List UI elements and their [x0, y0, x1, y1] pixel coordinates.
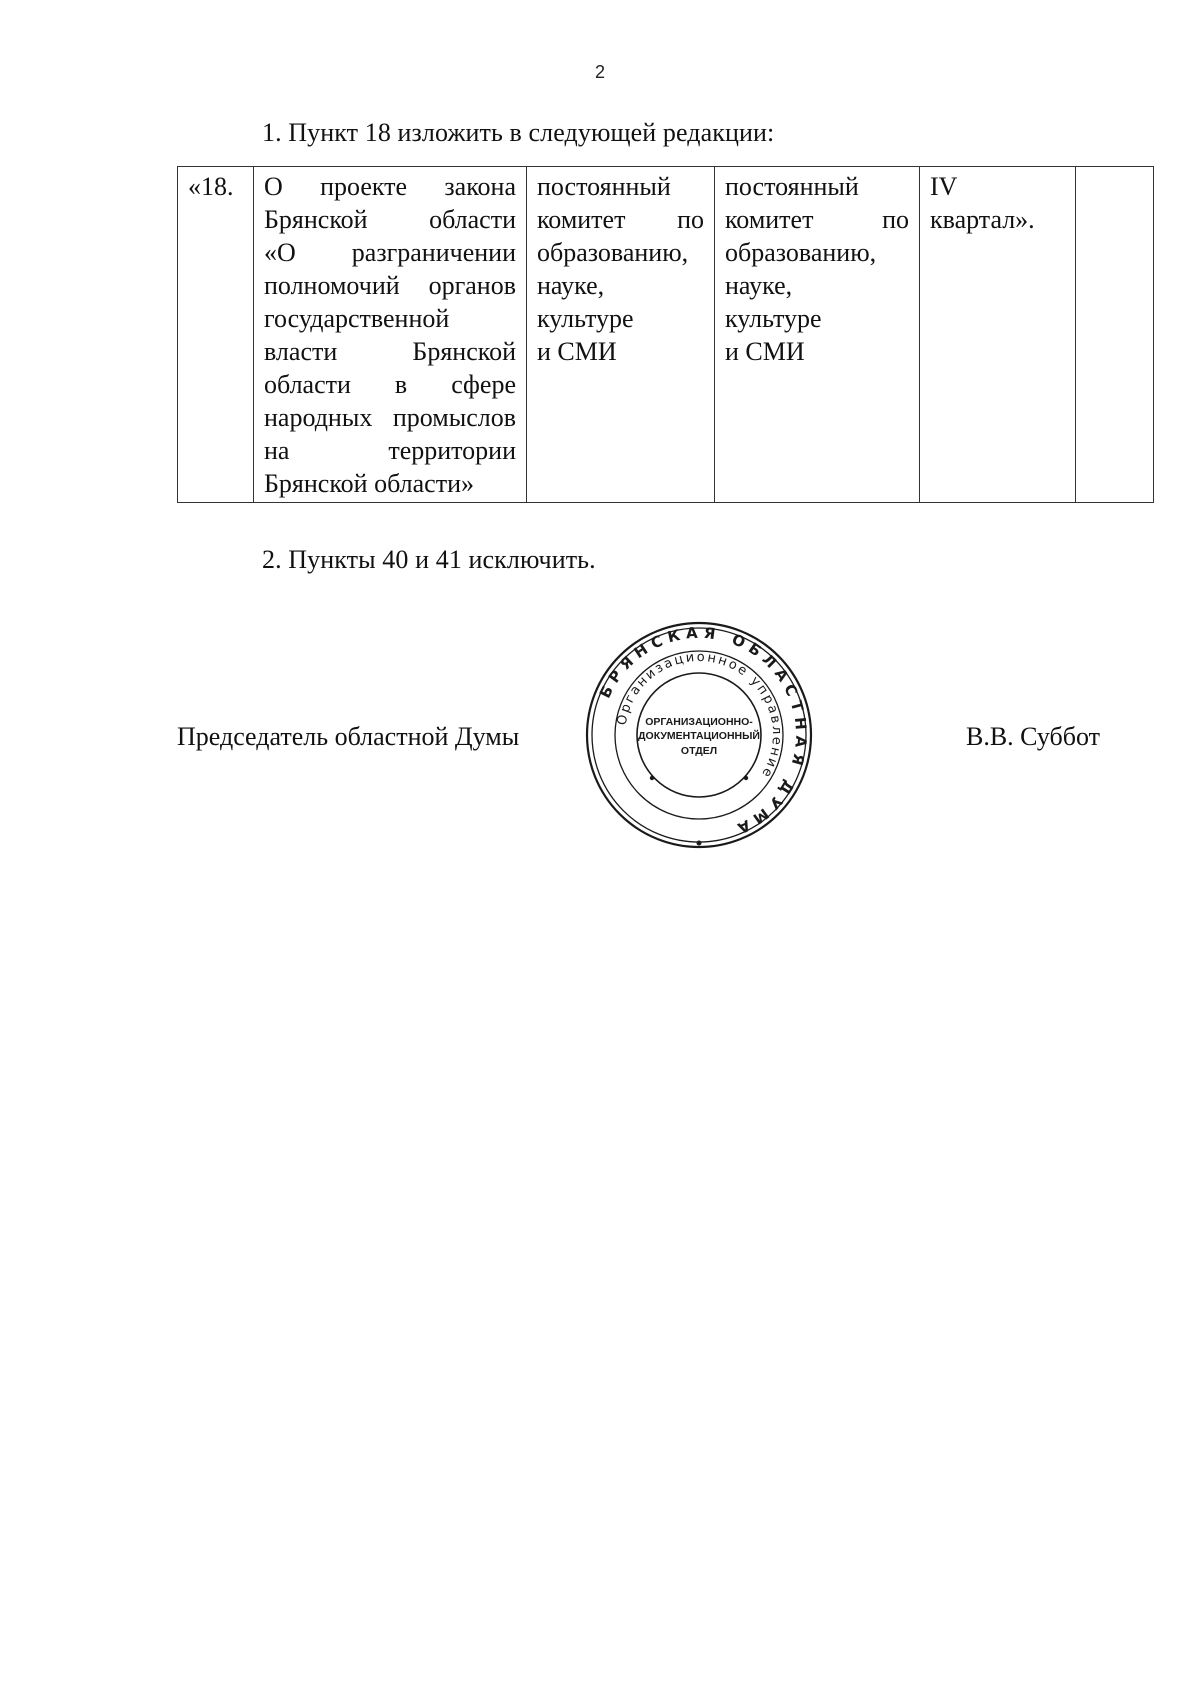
- responsible-line: постоянный: [537, 172, 671, 201]
- official-stamp: [584, 620, 814, 850]
- table-row: [178, 167, 1154, 503]
- amendment-table: [177, 166, 1154, 503]
- cell-item-number: «18.: [178, 167, 254, 503]
- title-line: О проекте закона: [264, 172, 516, 201]
- responsible-line: комитет по: [537, 205, 704, 234]
- stamp-center-line: ОРГАНИЗАЦИОННО-: [645, 716, 753, 728]
- stamp-inner-text: Организационное управление: [614, 649, 785, 782]
- term-line: квартал».: [930, 205, 1035, 234]
- cell-executor: [715, 167, 920, 503]
- cell-extra: [1076, 167, 1154, 503]
- term-line: IV: [930, 172, 958, 201]
- title-line: Брянской области: [264, 205, 516, 234]
- cell-responsible: [527, 167, 715, 503]
- cell-title: [254, 167, 527, 503]
- executor-line: и СМИ: [725, 337, 805, 366]
- title-line: полномочий органов: [264, 271, 516, 300]
- amendment-item-1: 1. Пункт 18 изложить в следующей редакции:: [262, 118, 775, 147]
- signatory-position: Председатель областной Думы: [177, 722, 520, 751]
- title-line: власти Брянской: [264, 337, 516, 366]
- stamp-center-line: ОТДЕЛ: [680, 745, 718, 757]
- signatory-name: В.В. Суббот: [966, 722, 1101, 751]
- title-line: на территории: [264, 436, 516, 465]
- executor-line: постоянный: [725, 172, 859, 201]
- title-line: народных промыслов: [264, 403, 516, 432]
- stamp-outer-text: БРЯНСКАЯ ОБЛАСТНАЯ ДУМА: [595, 623, 811, 840]
- stamp-center-line: ДОКУМЕНТАЦИОННЫЙ: [638, 730, 760, 742]
- executor-line: образованию,: [725, 238, 877, 267]
- executor-line: культуре: [725, 304, 822, 333]
- responsible-line: науке,: [537, 271, 605, 300]
- responsible-line: культуре: [537, 304, 634, 333]
- title-line: области в сфере: [264, 370, 516, 399]
- title-line: Брянской области»: [264, 469, 474, 498]
- executor-line: комитет по: [725, 205, 909, 234]
- amendment-item-2: 2. Пункты 40 и 41 исключить.: [262, 545, 596, 574]
- cell-term: [920, 167, 1076, 503]
- page-number: 2: [594, 62, 605, 82]
- responsible-line: и СМИ: [537, 337, 617, 366]
- responsible-line: образованию,: [537, 238, 689, 267]
- title-line: «О разграничении: [264, 238, 516, 267]
- executor-line: науке,: [725, 271, 793, 300]
- title-line: государственной: [264, 304, 450, 333]
